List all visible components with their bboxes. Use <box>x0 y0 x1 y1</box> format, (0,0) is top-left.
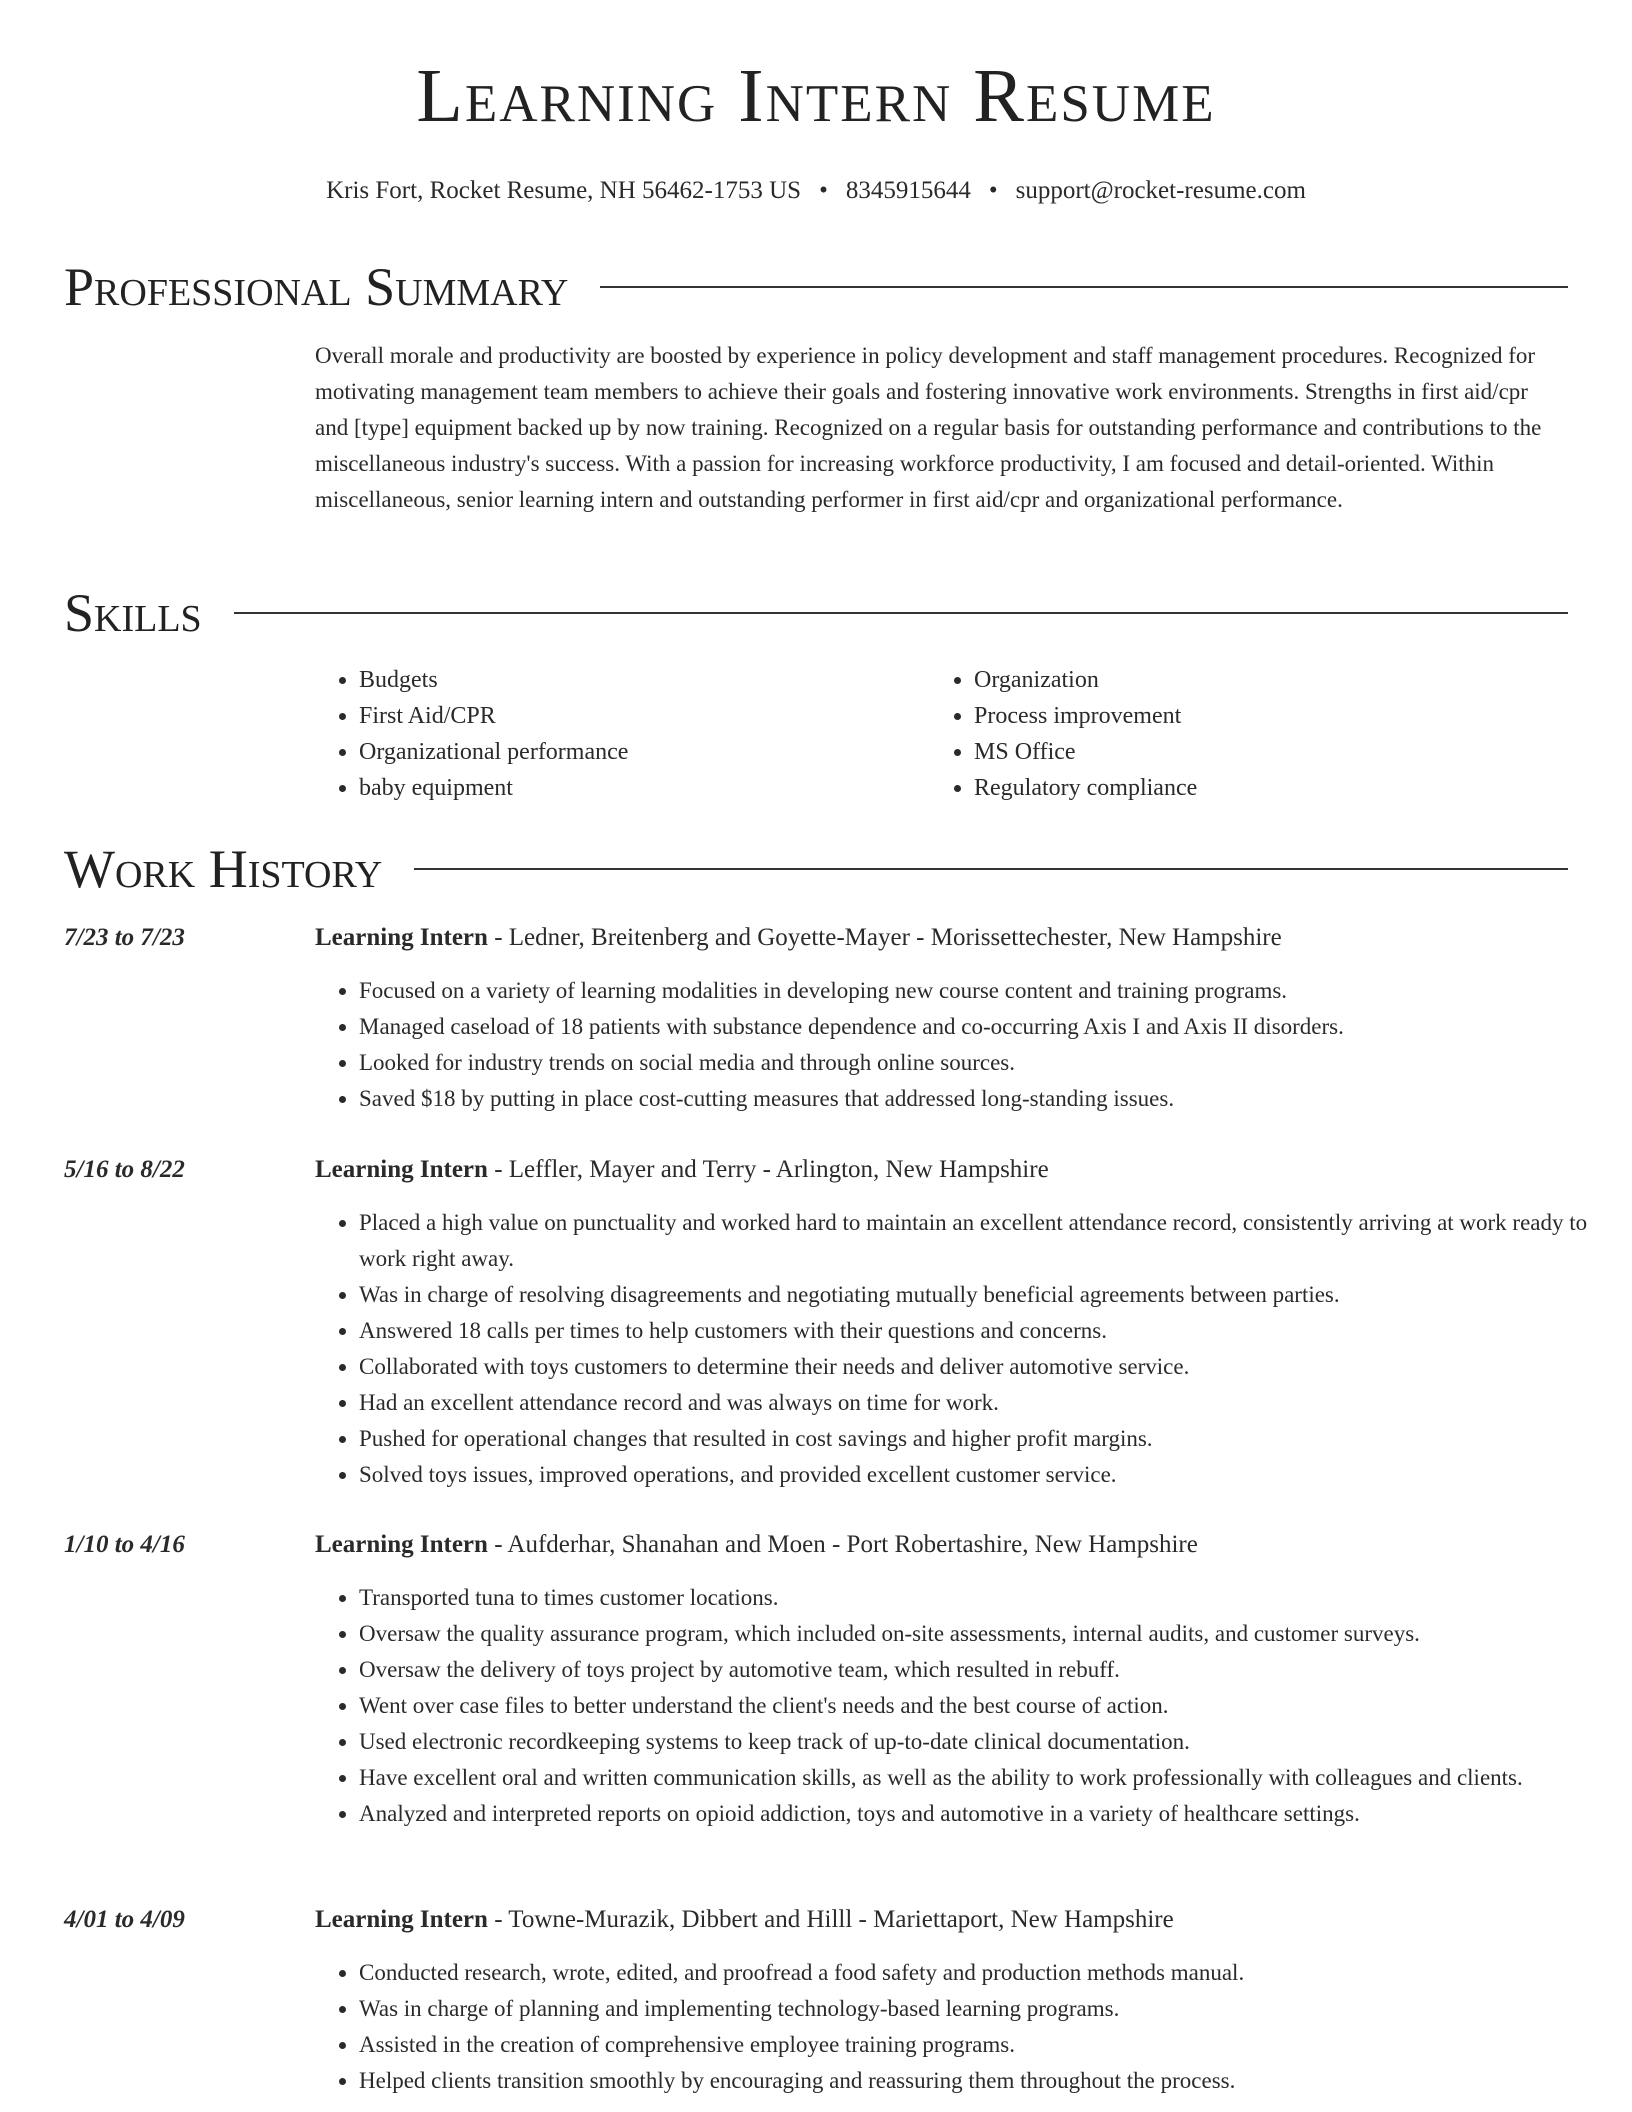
contact-email[interactable]: support@rocket-resume.com <box>1015 177 1306 204</box>
job-role: Learning Intern <box>315 924 488 951</box>
job-bullet: • Saved $18 by putting in place cost-cutting measures that addressed long-standing issues. <box>359 1081 1609 1117</box>
section-divider <box>234 612 1568 614</box>
job-details: - Aufderhar, Shanahan and Moen - Port Robertashire, New Hampshire <box>487 1531 1198 1558</box>
summary-section-header <box>64 257 1568 317</box>
skill-item: • baby equipment <box>359 770 628 806</box>
job-details: - Ledner, Breitenberg and Goyette-Mayer - Morissettechester, New Hampshire <box>487 924 1282 951</box>
job-bullet: • Looked for industry trends on social media and through online sources. <box>359 1045 1609 1081</box>
job-bullet: • Used electronic recordkeeping systems to keep track of up-to-date clinical documentation. <box>359 1724 1609 1760</box>
job-bullet: • Was in charge of resolving disagreements and negotiating mutually beneficial agreements between parties. <box>359 1277 1609 1313</box>
job-bullet: • Transported tuna to times customer locations. <box>359 1580 1609 1616</box>
skill-item: • Budgets <box>359 662 628 698</box>
job-bullets <box>315 1955 1609 2099</box>
job-bullets <box>315 1580 1609 1832</box>
job-details: - Leffler, Mayer and Terry - Arlington, New Hampshire <box>487 1156 1049 1183</box>
skill-item: • Organization <box>974 662 1197 698</box>
contact-address: Kris Fort, Rocket Resume, NH 56462-1753 US <box>326 177 802 204</box>
job-bullet: • Have excellent oral and written communication skills, as well as the ability to work professionally with colleagues and clients. <box>359 1760 1609 1796</box>
skill-item: • First Aid/CPR <box>359 698 628 734</box>
job-bullet: • Oversaw the delivery of toys project by automotive team, which resulted in rebuff. <box>359 1652 1609 1688</box>
job-bullet: • Conducted research, wrote, edited, and proofread a food safety and production methods manual. <box>359 1955 1609 1991</box>
section-divider <box>600 286 1568 288</box>
job-bullet: • Had an excellent attendance record and was always on time for work. <box>359 1385 1609 1421</box>
job-dates: 1/10 to 4/16 <box>64 1531 185 1558</box>
skills-list-right <box>930 662 1197 806</box>
contact-separator: • <box>819 177 828 204</box>
job-bullet: • Pushed for operational changes that resulted in cost savings and higher profit margins. <box>359 1421 1609 1457</box>
job-bullet: • Oversaw the quality assurance program, which included on-site assessments, internal audits, and customer surveys. <box>359 1616 1609 1652</box>
skill-item: • Process improvement <box>974 698 1197 734</box>
job-bullet: • Was in charge of planning and implementing technology-based learning programs. <box>359 1991 1609 2027</box>
job-bullets <box>315 973 1609 1117</box>
skills-heading: Skills <box>64 583 202 643</box>
job-role: Learning Intern <box>315 1531 488 1558</box>
job-dates: 4/01 to 4/09 <box>64 1906 185 1933</box>
skills-section-header <box>64 583 1568 643</box>
contact-line <box>0 176 1632 206</box>
work-section-header <box>64 839 1568 899</box>
job-header <box>315 923 1282 953</box>
contact-phone: 8345915644 <box>845 177 971 204</box>
job-dates: 7/23 to 7/23 <box>64 924 185 951</box>
summary-heading: Professional Summary <box>64 257 569 317</box>
job-bullet: • Analyzed and interpreted reports on opioid addiction, toys and automotive in a variety of healthcare settings. <box>359 1796 1609 1832</box>
job-bullet: • Solved toys issues, improved operations, and provided excellent customer service. <box>359 1457 1609 1493</box>
job-bullet: • Placed a high value on punctuality and worked hard to maintain an excellent attendance record, consistently arriving at work ready to work right away. <box>359 1205 1609 1277</box>
job-bullet: • Answered 18 calls per times to help customers with their questions and concerns. <box>359 1313 1609 1349</box>
job-dates: 5/16 to 8/22 <box>64 1156 185 1183</box>
skill-item: • Regulatory compliance <box>974 770 1197 806</box>
job-bullet: • Collaborated with toys customers to determine their needs and deliver automotive service. <box>359 1349 1609 1385</box>
job-role: Learning Intern <box>315 1906 488 1933</box>
skills-list-left <box>315 662 628 806</box>
skill-item: • MS Office <box>974 734 1197 770</box>
skill-item: • Organizational performance <box>359 734 628 770</box>
job-bullets <box>315 1205 1609 1493</box>
job-bullet: • Went over case files to better understand the client's needs and the best course of action. <box>359 1688 1609 1724</box>
job-bullet: • Assisted in the creation of comprehensive employee training programs. <box>359 2027 1609 2063</box>
job-bullet: • Managed caseload of 18 patients with substance dependence and co-occurring Axis I and Axis II disorders. <box>359 1009 1609 1045</box>
section-divider <box>414 868 1568 870</box>
job-details: - Towne-Murazik, Dibbert and Hilll - Mariettaport, New Hampshire <box>487 1906 1174 1933</box>
contact-separator: • <box>988 177 998 204</box>
job-bullet: • Helped clients transition smoothly by encouraging and reassuring them throughout the process. <box>359 2063 1609 2099</box>
summary-text: Overall morale and productivity are boosted by experience in policy development and staff management procedures. Recognized for motivating management team members to achieve their goals and fostering innovative work environments. Strengths in first aid/cpr and [type] equipment backed up by now training. Recognized on a regular basis for outstanding performance and contributions to the miscellaneous industry's success. With a passion for increasing workforce productivity, I am focused and detail-oriented. Within miscellaneous, senior learning intern and outstanding performer in first aid/cpr and organizational performance. <box>315 343 1542 512</box>
work-heading: Work History <box>64 839 383 899</box>
resume-title: Learning Intern Resume <box>416 54 1216 138</box>
job-header <box>315 1155 1049 1185</box>
job-role: Learning Intern <box>315 1156 488 1183</box>
job-header <box>315 1530 1198 1560</box>
job-bullet: • Focused on a variety of learning modalities in developing new course content and training programs. <box>359 973 1609 1009</box>
job-header <box>315 1905 1174 1935</box>
